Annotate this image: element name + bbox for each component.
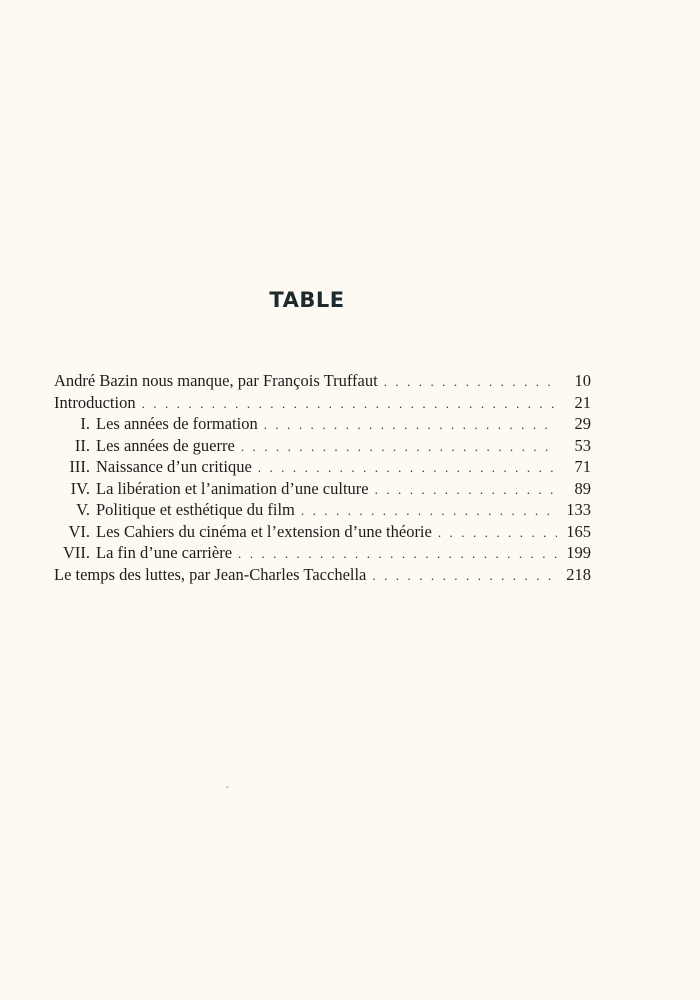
toc-entry-label: Naissance d’un critique [96,457,252,476]
toc-entry-label: Les années de formation [96,414,258,433]
toc-entry-bazin-nous-manque [54,370,591,392]
toc-entry-chapter-4 [54,478,591,500]
toc-entry-chapter-3 [54,456,591,478]
toc-entry-page: 29 [574,414,591,433]
toc-entry-page: 71 [574,457,591,476]
dot-leader [142,393,557,414]
toc-entry-introduction [54,392,591,414]
toc-entry-label: Le temps des luttes, par Jean-Charles Tacchella [54,564,367,584]
toc-entry-page: 165 [566,521,591,541]
toc-entry-label: André Bazin nous manque, par François Truffaut [54,371,378,390]
toc-entry-page: 89 [574,478,591,498]
toc-entry-number: VII. [62,543,90,562]
toc-entry-page: 21 [574,392,591,412]
page-title: TABLE [269,288,345,312]
toc-entry-temps-des-luttes [54,564,591,586]
dot-leader [241,436,557,457]
toc-entry-label: La libération et l’animation d’une culture [96,478,369,498]
toc-entry-page: 10 [574,371,591,390]
dot-leader [438,522,557,543]
toc-entry-number: I. [80,414,90,433]
dot-leader [301,500,557,521]
dot-leader [375,479,557,500]
toc-entry-page: 53 [574,435,591,455]
toc-entry-page: 133 [566,500,591,519]
toc-entry-page: 199 [566,543,591,562]
toc-entry-label: Les années de guerre [96,435,235,455]
toc-entry-page: 218 [566,564,591,584]
toc-entry-chapter-5 [54,499,591,521]
toc-entry-label: Politique et esthétique du film [96,500,295,519]
toc-entry-number: VI. [68,521,90,541]
dot-leader [384,371,557,392]
toc-entry-label: La fin d’une carrière [96,543,233,562]
dot-leader [238,543,557,564]
toc-entry-number: V. [76,500,90,519]
toc-entry-chapter-2 [54,435,591,457]
toc-entry-number: III. [69,457,90,476]
paper-speck [226,786,229,788]
toc-entry-chapter-7 [54,542,591,564]
dot-leader [372,565,557,586]
toc-entry-label: Introduction [54,392,136,412]
toc-entry-chapter-1 [54,413,591,435]
toc-entry-label: Les Cahiers du cinéma et l’extension d’une théorie [96,521,432,541]
toc-entry-chapter-6 [54,521,591,543]
dot-leader [264,414,557,435]
toc-entry-number: IV. [70,478,90,498]
table-of-contents [54,370,591,585]
toc-entry-number: II. [74,435,90,455]
dot-leader [258,457,557,478]
